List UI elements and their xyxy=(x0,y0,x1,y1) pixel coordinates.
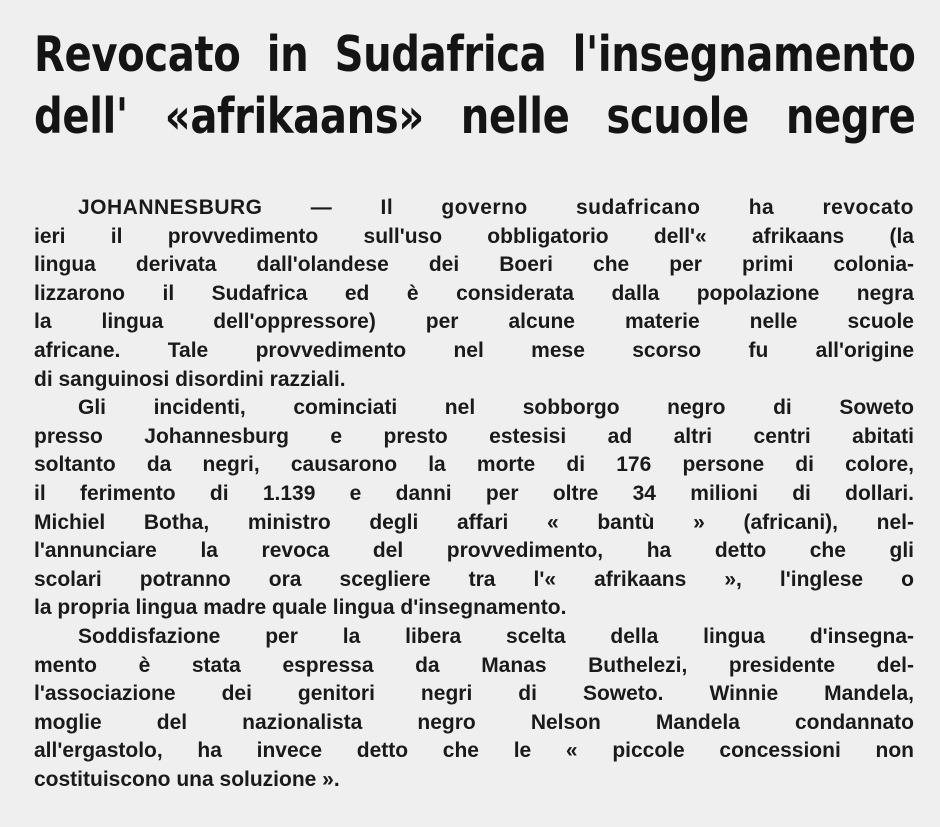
text-line: lingua derivata dall'olandese dei Boeri che per primi colonia- xyxy=(34,253,914,277)
text-line: all'ergastolo, ha invece detto che le « piccole concessioni non xyxy=(34,739,914,763)
text-line: moglie del nazionalista negro Nelson Mandela condannato xyxy=(34,710,914,734)
headline-line-1: Revocato in Sudafrica l'insegnamento xyxy=(34,26,916,83)
text-line: la propria lingua madre quale lingua d'insegnamento. xyxy=(34,596,567,620)
text-line: l'annunciare la revoca del provvedimento, ha detto che gli xyxy=(34,539,914,563)
text-line: la lingua dell'oppressore) per alcune materie nelle scuole xyxy=(34,310,914,334)
paragraph-3 xyxy=(34,623,914,795)
headline xyxy=(34,24,916,154)
paragraph-2 xyxy=(34,394,914,623)
text-line: ieri il provvedimento sull'uso obbligatorio dell'« afrikaans (la xyxy=(34,224,914,248)
text-line: costituiscono una soluzione ». xyxy=(34,767,340,791)
text-line: scolari potranno ora scegliere tra l'« afrikaans », l'inglese o xyxy=(34,567,914,591)
text-line: l'associazione dei genitori negri di Soweto. Winnie Mandela, xyxy=(34,682,914,706)
text-line: il ferimento di 1.139 e danni per oltre 34 milioni di dollari. xyxy=(34,481,914,505)
text-line: Gli incidenti, cominciati nel sobborgo negro di Soweto xyxy=(78,396,914,420)
headline-line-2: dell' «afrikaans» nelle scuole negre xyxy=(34,88,916,145)
text-line: di sanguinosi disordini razziali. xyxy=(34,367,346,391)
paragraph-1 xyxy=(34,194,914,394)
article-body xyxy=(34,194,914,794)
text-line: Soddisfazione per la libera scelta della lingua d'insegna- xyxy=(78,624,914,648)
text-line: Michiel Botha, ministro degli affari « bantù » (africani), nel- xyxy=(34,510,914,534)
text-line: mento è stata espressa da Manas Buthelezi, presidente del- xyxy=(34,653,914,677)
text-line: lizzarono il Sudafrica ed è considerata dalla popolazione negra xyxy=(34,281,914,305)
text-line: soltanto da negri, causarono la morte di 176 persone di colore, xyxy=(34,453,914,477)
text-line: JOHANNESBURG — Il governo sudafricano ha revocato xyxy=(78,196,914,219)
text-line: presso Johannesburg e presto estesisi ad altri centri abitati xyxy=(34,424,914,448)
text-line: africane. Tale provvedimento nel mese scorso fu all'origine xyxy=(34,338,914,362)
